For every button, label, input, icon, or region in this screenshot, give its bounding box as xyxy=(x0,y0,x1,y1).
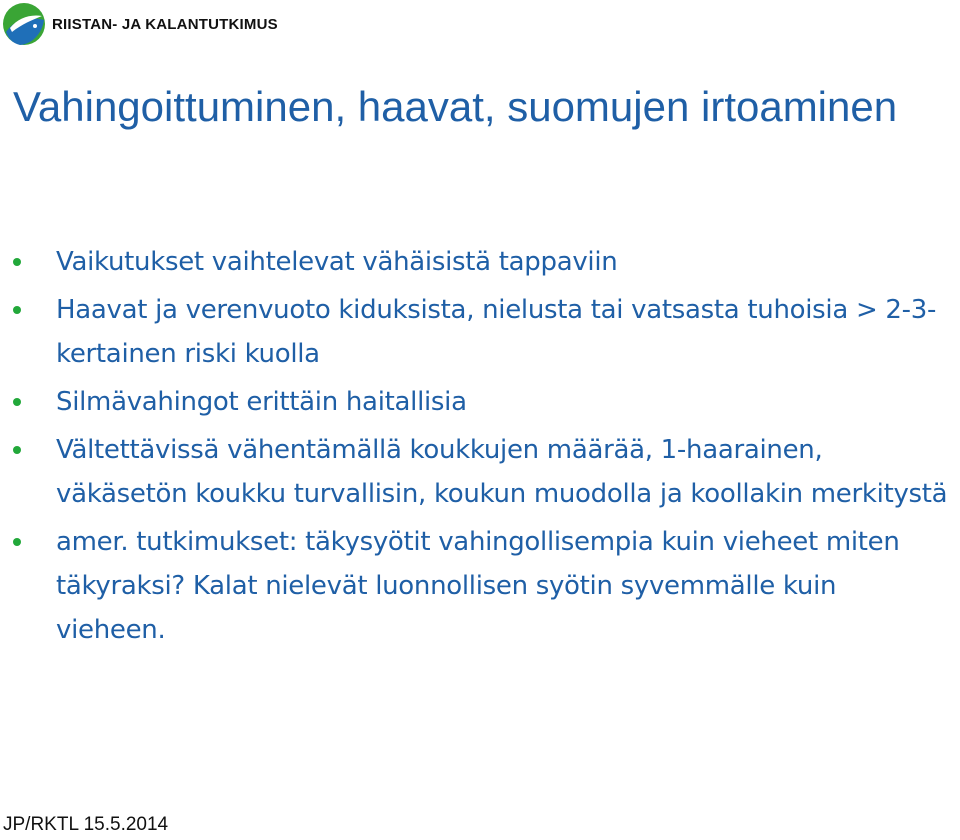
bullet-dot-icon xyxy=(13,306,21,314)
bullet-text: Vältettävissä vähentämällä koukkujen määrää, 1-haarainen, väkäsetön koukku turvallisin, koukun muodolla ja koollakin merkitystä xyxy=(56,435,948,509)
bullet-dot-icon xyxy=(13,398,21,406)
bullet-text: amer. tutkimukset: täkysyötit vahingollisempia kuin vieheet miten täkyraksi? Kalat nielevät luonnollisen syötin syvemmälle kuin vieheen. xyxy=(56,527,900,645)
bullet-list xyxy=(0,240,960,656)
organization-logo xyxy=(2,2,278,46)
bullet-item xyxy=(0,520,960,652)
bullet-text: Vaikutukset vaihtelevat vähäisistä tappaviin xyxy=(56,247,618,277)
footer-text: JP/RKTL 15.5.2014 xyxy=(3,814,169,835)
rktl-logo-icon xyxy=(2,2,46,46)
bullet-dot-icon xyxy=(13,538,21,546)
bullet-dot-icon xyxy=(13,258,21,266)
logo-text: RIISTAN- JA KALANTUTKIMUS xyxy=(52,15,278,33)
bullet-item xyxy=(0,428,960,516)
bullet-text: Haavat ja verenvuoto kiduksista, nielusta tai vatsasta tuhoisia > 2-3-kertainen riski kuolla xyxy=(56,295,937,369)
bullet-item xyxy=(0,240,960,284)
bullet-item xyxy=(0,380,960,424)
bullet-item xyxy=(0,288,960,376)
bullet-text: Silmävahingot erittäin haitallisia xyxy=(56,387,467,417)
bullet-dot-icon xyxy=(13,446,21,454)
slide-title: Vahingoittuminen, haavat, suomujen irtoaminen xyxy=(13,83,898,130)
